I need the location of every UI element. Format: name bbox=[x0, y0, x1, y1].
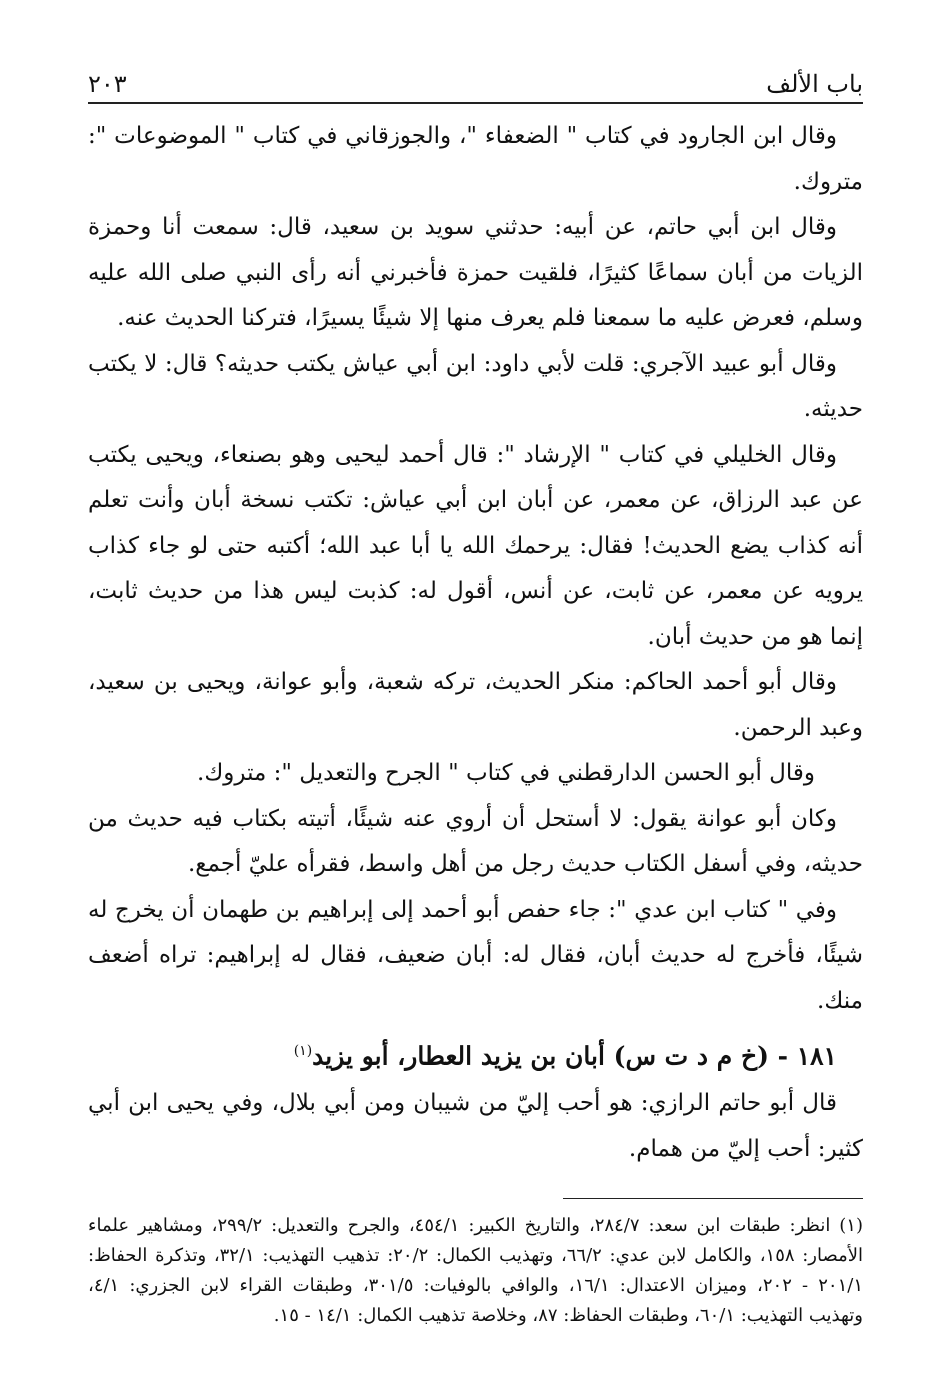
paragraph: وقال أبو عبيد الآجري: قلت لأبي داود: ابن أبي عياش يكتب حديثه؟ قال: لا يكتب حديثه. bbox=[88, 350, 863, 422]
paragraph: وكان أبو عوانة يقول: لا أستحل أن أروي عنه شيئًا، أتيته بكتاب فيه حديث من حديثه، وفي أسفل الكتاب حديث رجل من أهل واسط، فقرأه عليّ أجمع. bbox=[88, 805, 863, 877]
paragraph: وفي " كتاب ابن عدي ": جاء حفص أبو أحمد إلى إبراهيم بن طهمان أن يخرج له شيئًا، فأخرج له حديث أبان، فقال له: أبان ضعيف، فقال له إبراهيم: تراه أضعف منك. bbox=[88, 896, 863, 1014]
paragraph: وقال ابن الجارود في كتاب " الضعفاء "، والجوزقاني في كتاب " الموضوعات ": متروك. bbox=[88, 123, 863, 195]
paragraph: وقال الخليلي في كتاب " الإرشاد ": قال أحمد ليحيى وهو بصنعاء، ويحيى يكتب عن عبد الرزاق، عن معمر، عن أبان ابن أبي عياش: تكتب نسخة أبان وأنت تعلم أنه كذاب يضع الحديث! فقال: يرحمك الله يا أبا عبد الله؛ أكتبه حتى لو جاء كذاب يرويه عن معمر، عن ثابت، عن أنس، أقول له: كذبت ليس هذا من حديث ثابت، إنما هو من حديث أبان. bbox=[88, 441, 863, 650]
paragraph: وقال أبو أحمد الحاكم: منكر الحديث، تركه شعبة، وأبو عوانة، ويحيى بن سعيد، وعبد الرحمن. bbox=[88, 669, 863, 741]
footnote-separator bbox=[563, 1198, 863, 1199]
entry-heading bbox=[88, 1028, 863, 1079]
entry-heading-text: ١٨١ - (خ م د ت س) أبان بن يزيد العطار، أبو يزيد bbox=[312, 1041, 837, 1071]
entry-paragraph: قال أبو حاتم الرازي: هو أحب إليّ من شيبان ومن أبي بلال، وفي يحيى ابن أبي كثير: أحب إليّ من همام. bbox=[88, 1090, 863, 1162]
footnote: (١) انظر: طبقات ابن سعد: ٢٨٤/٧، والتاريخ الكبير: ٤٥٤/١، والجرح والتعديل: ٢٩٩/٢، ومشاهير علماء الأمصار: ١٥٨، والكامل لابن عدي: ٦٦/٢، وتهذيب الكمال: ٢٠/٢: تذهيب التهذيب: ٣٢/١، وتذكرة الحفاظ: ٢٠١/١ - ٢٠٢، وميزان الاعتدال: ١٦/١، والوافي بالوفيات: ٣٠١/٥، وطبقات القراء لابن الجزري: ٤/١، وتهذيب التهذيب: ٦٠/١، وطبقات الحفاظ: ٨٧، وخلاصة تذهيب الكمال: ١٤/١ - ١٥. bbox=[88, 1215, 864, 1327]
book-page bbox=[88, 58, 863, 1348]
chapter-title: باب الألف bbox=[766, 70, 863, 98]
paragraph: وقال ابن أبي حاتم، عن أبيه: حدثني سويد بن سعيد، قال: سمعت أنا وحمزة الزيات من أبان سماعًا كثيرًا، فلقيت حمزة فأخبرني أنه رأى النبي صلى الله عليه وسلم، فعرض عليه ما سمعنا فلم يعرف منها إلا شيئًا يسيرًا، فتركنا الحديث عنه. bbox=[88, 214, 863, 331]
page-number: ٢٠٣ bbox=[88, 70, 127, 98]
header-rule bbox=[88, 102, 863, 104]
running-header bbox=[88, 58, 863, 100]
main-text bbox=[88, 114, 863, 1172]
footnotes bbox=[88, 1211, 863, 1331]
paragraph: وقال أبو الحسن الدارقطني في كتاب " الجرح والتعديل ": متروك. bbox=[197, 760, 815, 786]
footnote-marker[interactable]: (١) bbox=[293, 1043, 313, 1059]
